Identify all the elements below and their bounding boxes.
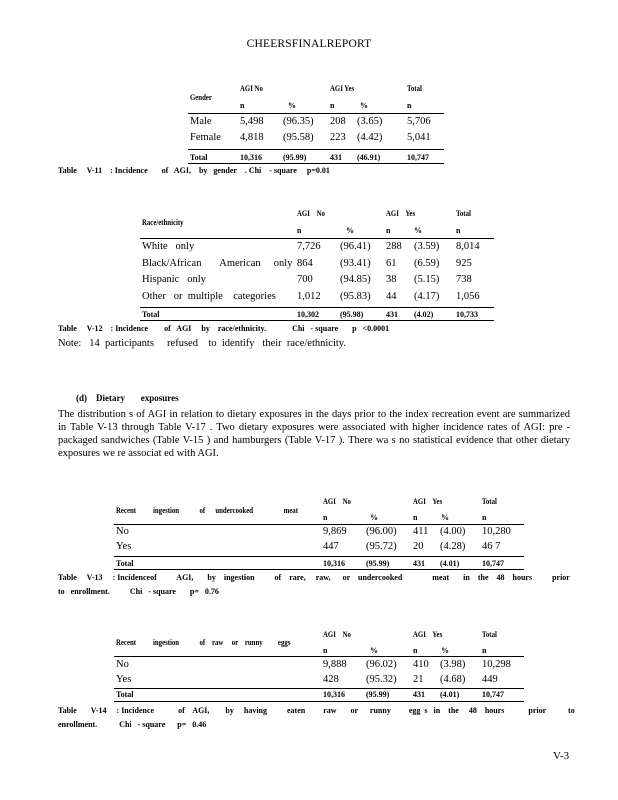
sub-header-n: n — [407, 101, 412, 110]
col-header-agi-no: AGI No — [323, 630, 351, 639]
cell-no-pct: (95.72) — [366, 541, 397, 552]
cell-total: 10,280 — [482, 526, 511, 537]
cell-yes-pct: (4.28) — [440, 541, 466, 552]
row-label: Hispanic only — [142, 274, 206, 285]
total-no-n: 10,316 — [240, 153, 262, 162]
col-header-agi-yes: AGI Yes — [413, 630, 443, 639]
col-header-agi-yes: AGI Yes — [413, 497, 443, 506]
total-no-n: 10,316 — [323, 559, 345, 568]
header-rule — [114, 656, 524, 657]
cell-no-n: 7,726 — [297, 241, 321, 252]
page-number: V-3 — [553, 750, 570, 762]
total-total: 10,747 — [482, 690, 504, 699]
row-label: Male — [190, 116, 212, 127]
row-label-header: Recent ingestion of undercooked meat — [116, 506, 298, 515]
total-total: 10,747 — [407, 153, 429, 162]
total-label: Total — [142, 310, 160, 319]
sub-header-n: n — [413, 646, 418, 655]
table-caption-cont: to enrollment. Chi - square p= 0.76 — [58, 587, 219, 596]
table-caption-cont: enrollment. Chi - square p= 0.46 — [58, 720, 207, 729]
cell-yes-pct: (4.42) — [357, 132, 383, 143]
sub-header-pct: % — [441, 513, 449, 522]
cell-total: 46 7 — [482, 541, 501, 552]
cell-yes-pct: (3.65) — [357, 116, 383, 127]
col-header-total: Total — [456, 209, 471, 218]
col-header-total: Total — [407, 84, 422, 93]
cell-total: 738 — [456, 274, 472, 285]
cell-yes-pct: (3.98) — [440, 659, 466, 670]
cell-yes-pct: (4.00) — [440, 526, 466, 537]
total-yes-pct: (4.02) — [414, 310, 434, 319]
total-rule — [114, 556, 524, 557]
row-label: No — [116, 526, 129, 537]
cell-yes-pct: (3.59) — [414, 241, 440, 252]
total-yes-pct: (4.01) — [440, 690, 460, 699]
sub-header-pct: % — [370, 646, 378, 655]
sub-header-n: n — [456, 226, 461, 235]
cell-no-pct: (96.00) — [366, 526, 397, 537]
cell-yes-n: 410 — [413, 659, 429, 670]
table-caption: Table V-13 : Incidenceof AGI, by ingestion of rare, raw, or undercooked meat in the 48 hours prior — [58, 573, 570, 582]
cell-no-n: 9,869 — [323, 526, 347, 537]
sub-header-pct: % — [288, 101, 296, 110]
cell-no-pct: (96.35) — [283, 116, 314, 127]
total-no-pct: (95.99) — [366, 559, 390, 568]
cell-total: 925 — [456, 258, 472, 269]
sub-header-n: n — [323, 646, 328, 655]
cell-no-n: 700 — [297, 274, 313, 285]
cell-yes-n: 20 — [413, 541, 424, 552]
total-yes-pct: (46.91) — [357, 153, 381, 162]
total-no-pct: (95.98) — [340, 310, 364, 319]
cell-yes-n: 38 — [386, 274, 397, 285]
sub-header-pct: % — [441, 646, 449, 655]
cell-yes-n: 44 — [386, 291, 397, 302]
sub-header-n: n — [413, 513, 418, 522]
sub-header-n: n — [330, 101, 335, 110]
bottom-rule — [140, 320, 494, 321]
row-label: Black/African American only — [142, 258, 293, 269]
total-no-pct: (95.99) — [283, 153, 307, 162]
cell-no-pct: (93.41) — [340, 258, 371, 269]
total-total: 10,747 — [482, 559, 504, 568]
table-caption: Table V-12 : Incidence of AGI by race/ethnicity. Chi - square p <0.0001 — [58, 324, 390, 333]
sub-header-n: n — [386, 226, 391, 235]
row-label: White only — [142, 241, 195, 252]
cell-yes-pct: (4.68) — [440, 674, 466, 685]
bottom-rule — [114, 701, 524, 702]
cell-no-pct: (94.85) — [340, 274, 371, 285]
header-rule — [114, 524, 524, 525]
sub-header-pct: % — [360, 101, 368, 110]
cell-yes-pct: (5.15) — [414, 274, 440, 285]
sub-header-n: n — [482, 646, 487, 655]
cell-no-n: 1,012 — [297, 291, 321, 302]
cell-no-pct: (95.32) — [366, 674, 397, 685]
col-header-agi-no: AGI No — [297, 209, 325, 218]
total-yes-n: 431 — [413, 559, 425, 568]
row-label-header: Gender — [190, 93, 212, 102]
header-rule — [188, 113, 444, 114]
sub-header-pct: % — [370, 513, 378, 522]
cell-yes-n: 21 — [413, 674, 424, 685]
total-yes-n: 431 — [386, 310, 398, 319]
table-caption: Table V-14 : Incidence of AGI, by having eaten raw or runny egg s in the 48 hours prior to — [58, 706, 575, 715]
row-label-header: Recent ingestion of raw or runny eggs — [116, 638, 291, 647]
bottom-rule — [114, 569, 524, 570]
table-note: Note: 14 participants refused to identify their race/ethnicity. — [58, 338, 346, 349]
total-rule — [140, 307, 494, 308]
cell-yes-pct: (6.59) — [414, 258, 440, 269]
total-no-pct: (95.99) — [366, 690, 390, 699]
cell-no-n: 428 — [323, 674, 339, 685]
section-paragraph: The distribution s of AGI in relation to dietary exposures in the days prior to the index recreation event are summarized in Table V-13 through Table V-17 . Two dietary exposures were associated with higher incidence rates of AGI: pre -packaged sandwiches (Table V-15 ) and hamburgers (Table V-17 ). There wa s no statistical evidence that other dietary exposures we re associat ed with AGI. — [58, 409, 570, 459]
cell-no-n: 864 — [297, 258, 313, 269]
row-label: No — [116, 659, 129, 670]
cell-total: 10,298 — [482, 659, 511, 670]
cell-no-n: 4,818 — [240, 132, 264, 143]
total-no-n: 10,302 — [297, 310, 319, 319]
cell-no-n: 9,888 — [323, 659, 347, 670]
total-total: 10,733 — [456, 310, 478, 319]
col-header-total: Total — [482, 497, 497, 506]
sub-header-pct: % — [346, 226, 354, 235]
cell-total: 5,041 — [407, 132, 431, 143]
header-rule — [140, 238, 494, 239]
cell-no-pct: (96.02) — [366, 659, 397, 670]
cell-yes-n: 411 — [413, 526, 429, 537]
total-rule — [114, 688, 524, 689]
cell-no-n: 5,498 — [240, 116, 264, 127]
sub-header-n: n — [240, 101, 245, 110]
cell-total: 1,056 — [456, 291, 480, 302]
cell-no-pct: (95.83) — [340, 291, 371, 302]
cell-no-pct: (95.58) — [283, 132, 314, 143]
total-label: Total — [190, 153, 208, 162]
sub-header-n: n — [297, 226, 302, 235]
total-yes-pct: (4.01) — [440, 559, 460, 568]
cell-no-pct: (96.41) — [340, 241, 371, 252]
cell-yes-n: 288 — [386, 241, 402, 252]
col-header-agi-no: AGI No — [240, 84, 263, 93]
col-header-agi-yes: AGI Yes — [386, 209, 416, 218]
cell-yes-n: 208 — [330, 116, 346, 127]
total-label: Total — [116, 690, 134, 699]
total-rule — [188, 149, 444, 150]
cell-no-n: 447 — [323, 541, 339, 552]
row-label: Other or multiple categories — [142, 291, 276, 302]
row-label: Yes — [116, 541, 132, 552]
row-label: Female — [190, 132, 221, 143]
col-header-agi-no: AGI No — [323, 497, 351, 506]
col-header-total: Total — [482, 630, 497, 639]
row-label-header: Race/ethnicity — [142, 218, 184, 227]
cell-yes-n: 223 — [330, 132, 346, 143]
sub-header-pct: % — [414, 226, 422, 235]
total-no-n: 10,316 — [323, 690, 345, 699]
section-heading: (d) Dietary exposures — [76, 393, 179, 403]
cell-total: 449 — [482, 674, 498, 685]
cell-yes-pct: (4.17) — [414, 291, 440, 302]
report-title: CHEERSFINALREPORT — [246, 38, 372, 50]
cell-yes-n: 61 — [386, 258, 397, 269]
sub-header-n: n — [482, 513, 487, 522]
row-label: Yes — [116, 674, 132, 685]
total-label: Total — [116, 559, 134, 568]
cell-total: 8,014 — [456, 241, 480, 252]
bottom-rule — [188, 163, 444, 164]
cell-total: 5,706 — [407, 116, 431, 127]
sub-header-n: n — [323, 513, 328, 522]
total-yes-n: 431 — [413, 690, 425, 699]
table-caption: Table V-11 : Incidence of AGI, by gender . Chi - square p=0.01 — [58, 166, 330, 175]
col-header-agi-yes: AGI Yes — [330, 84, 355, 93]
total-yes-n: 431 — [330, 153, 342, 162]
